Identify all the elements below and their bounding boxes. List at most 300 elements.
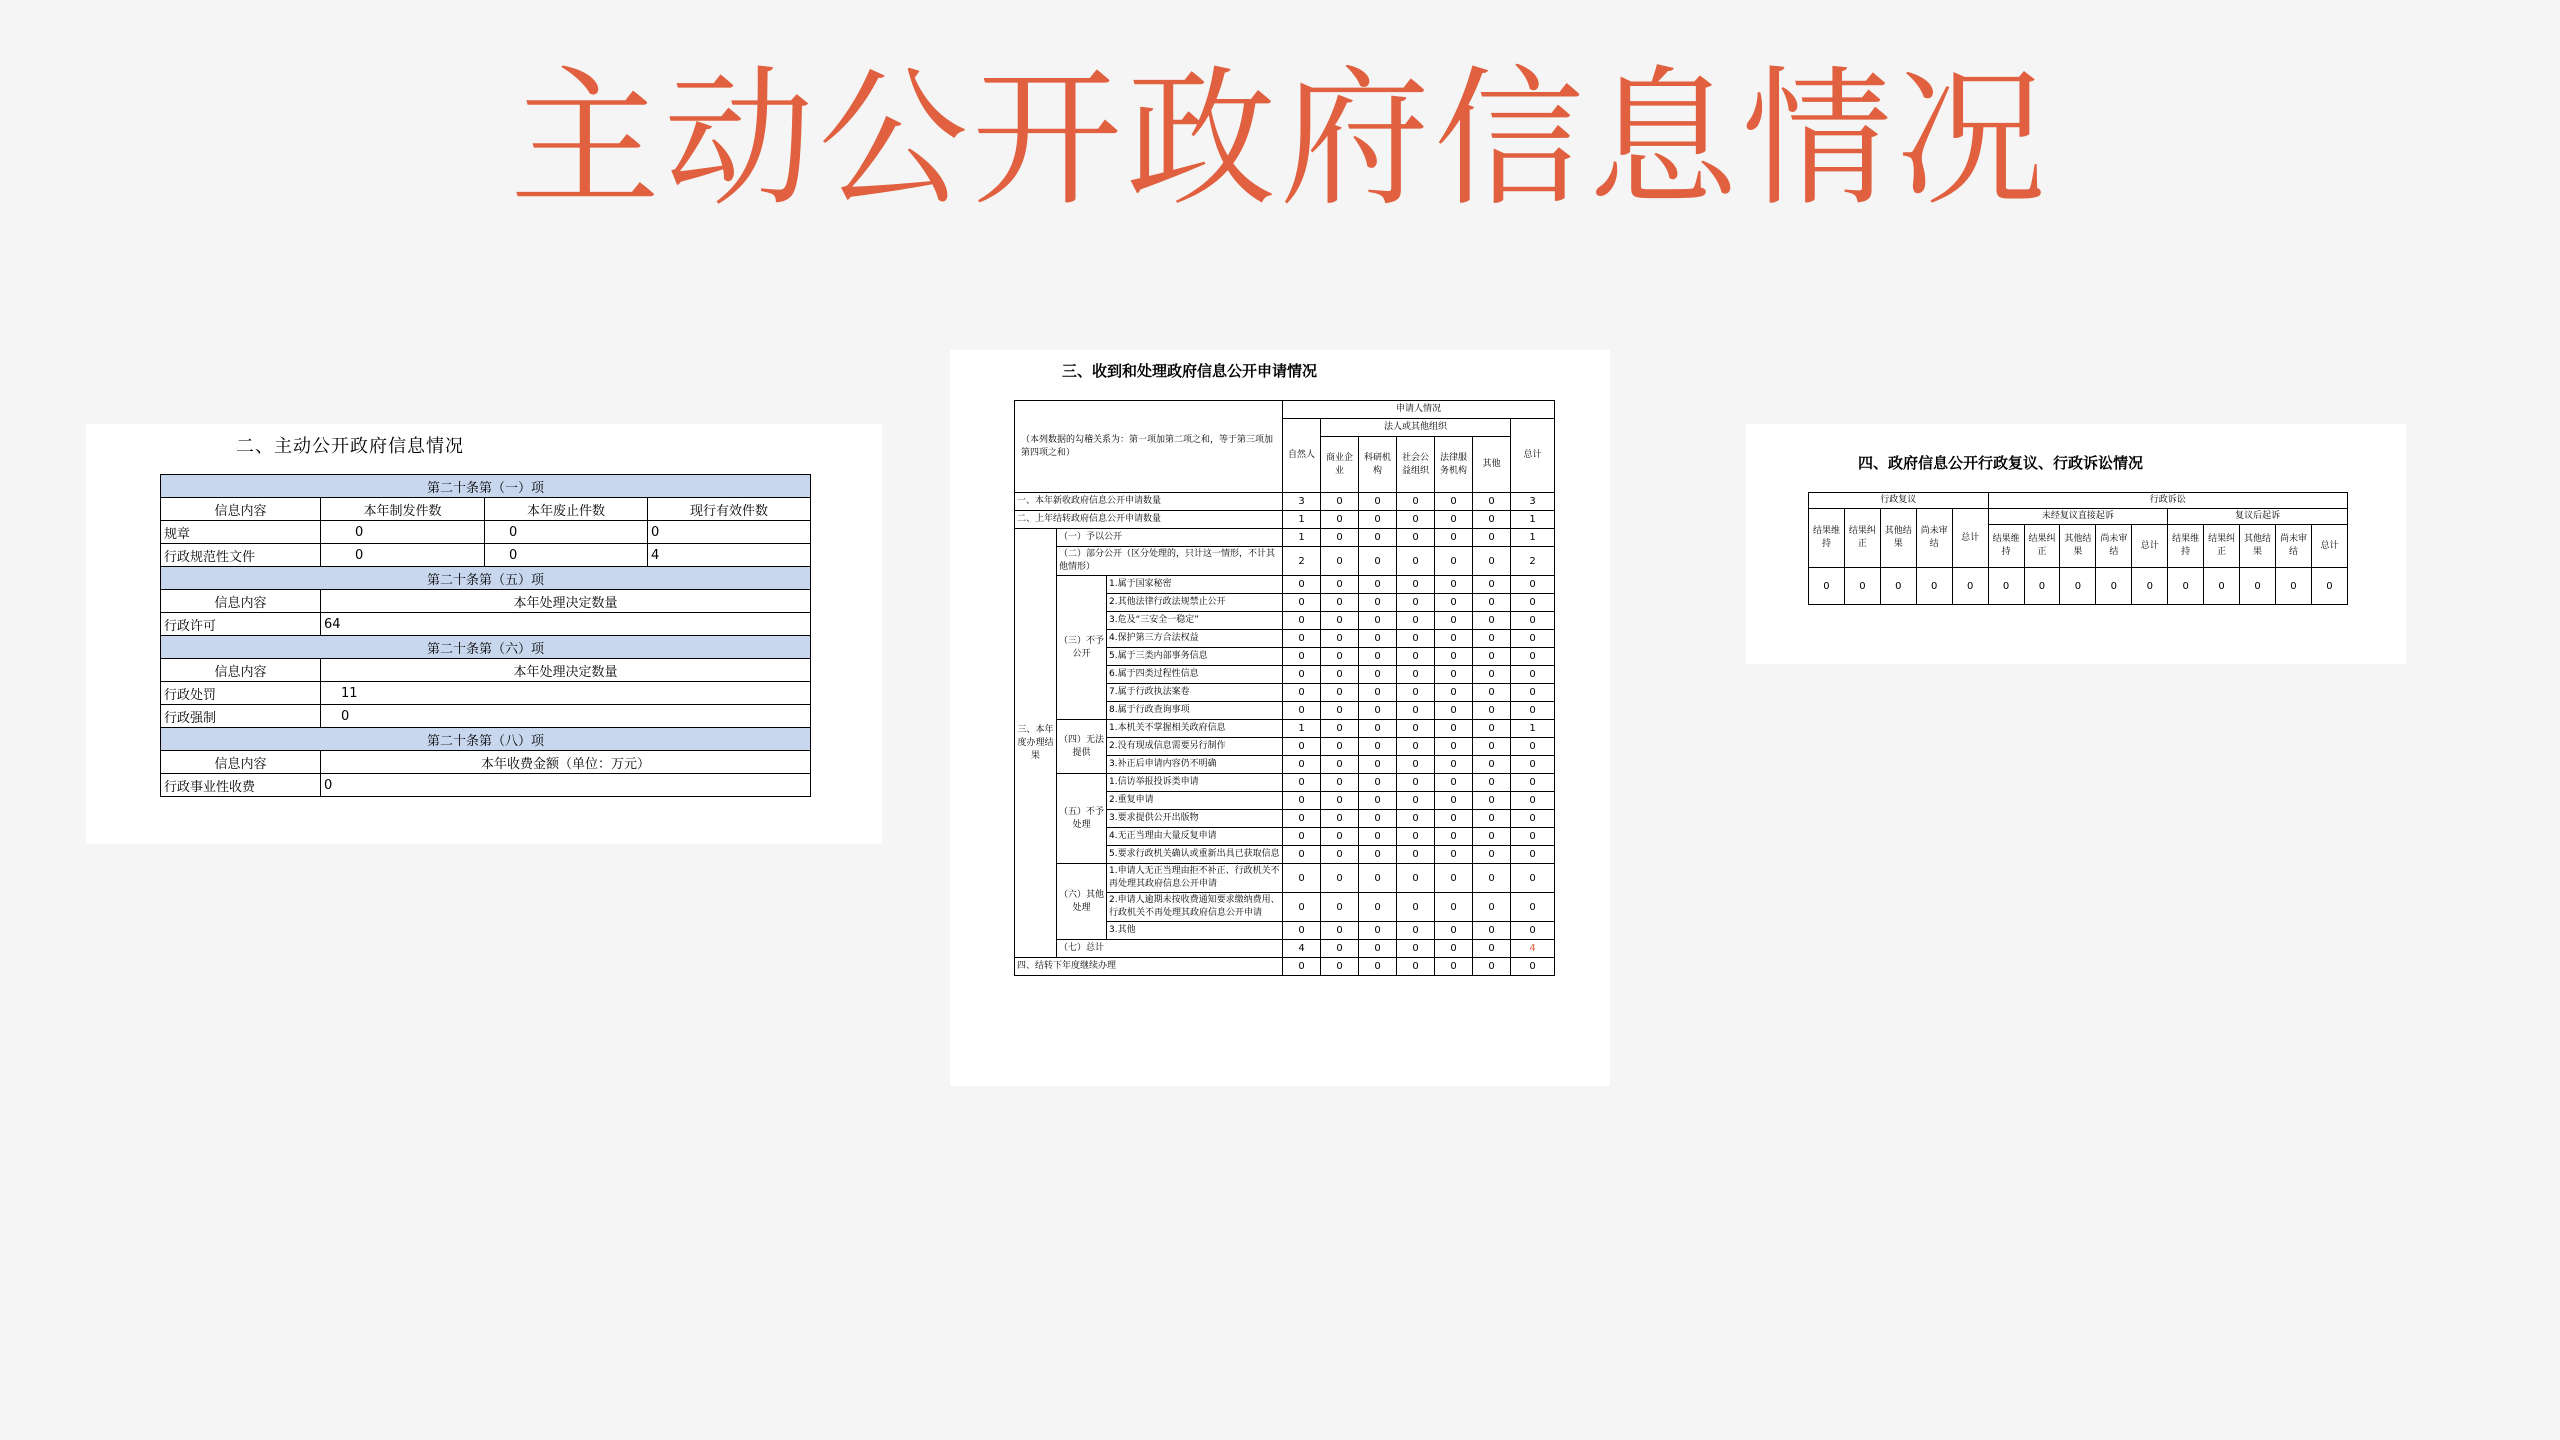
cell-value: 0	[1283, 756, 1321, 774]
cell-value: 0	[1321, 720, 1359, 738]
cell-value: 0	[1283, 864, 1321, 893]
section-header-row	[161, 567, 811, 590]
cell-value: 0	[1473, 720, 1511, 738]
cell-value: 0	[1359, 529, 1397, 547]
column-header: 尚未审结	[2096, 525, 2132, 568]
cell-value: 0	[1473, 630, 1511, 648]
cell-value: 0	[1359, 940, 1397, 958]
table-row	[161, 544, 811, 567]
cell-value: 4	[1511, 940, 1555, 958]
cell-value: 0	[1283, 612, 1321, 630]
cell-value: 0	[1435, 648, 1473, 666]
cell-value: 0	[1359, 958, 1397, 976]
cell-value: 0	[1435, 864, 1473, 893]
column-header-row	[161, 751, 811, 774]
cell-value: 1	[1283, 529, 1321, 547]
row-label: 1.信访举报投诉类申请	[1107, 774, 1283, 792]
cell-value: 0	[1321, 511, 1359, 529]
cell-value: 0	[2168, 568, 2204, 605]
cell-value: 0	[1435, 720, 1473, 738]
cell-value: 0	[1359, 738, 1397, 756]
cell-value: 0	[1283, 738, 1321, 756]
cell-value: 0	[1321, 864, 1359, 893]
cell-value: 0	[1435, 493, 1473, 511]
cell-value: 0	[1397, 810, 1435, 828]
row-label: 3.要求提供公开出版物	[1107, 810, 1283, 828]
cell-value: 0	[1473, 684, 1511, 702]
result-group-label: 三、本年度办理结果	[1015, 529, 1057, 958]
cell-value: 0	[1473, 738, 1511, 756]
section-header-row	[161, 728, 811, 751]
cell-value: 0	[1397, 648, 1435, 666]
section-title: 第二十条第（一）项	[161, 475, 811, 498]
cell-value: 0	[1473, 792, 1511, 810]
legal-entity-header: 法人或其他组织	[1321, 419, 1511, 437]
cell-value: 0	[1511, 666, 1555, 684]
column-header: 信息内容	[161, 659, 321, 682]
section-title: 第二十条第（八）项	[161, 728, 811, 751]
cell-value: 0	[1473, 547, 1511, 576]
cell-value: 0	[1435, 594, 1473, 612]
column-header-row	[161, 659, 811, 682]
cell-value: 0	[1321, 846, 1359, 864]
table-row	[1015, 720, 1555, 738]
cell-value: 0	[1283, 702, 1321, 720]
document-heading: 二、主动公开政府信息情况	[236, 436, 464, 457]
cell-value: 0	[2204, 568, 2240, 605]
review-litigation-table	[1808, 492, 2348, 605]
cell-value: 2	[1511, 547, 1555, 576]
cell-value: 0	[1397, 792, 1435, 810]
row-label: 6.属于四类过程性信息	[1107, 666, 1283, 684]
column-header: 结果纠正	[1844, 509, 1880, 568]
cell-value: 0	[1321, 493, 1359, 511]
cell-value: 0	[1473, 756, 1511, 774]
cell-value: 0	[1321, 893, 1359, 922]
cell-value: 0	[1435, 666, 1473, 684]
row-label: 行政处罚	[161, 682, 321, 705]
column-header: 其他结果	[1880, 509, 1916, 568]
cell-value: 0	[1473, 666, 1511, 684]
row-label: （二）部分公开（区分处理的，只计这一情形，不计其他情形）	[1057, 547, 1283, 576]
table-row	[1015, 511, 1555, 529]
column-header: 信息内容	[161, 751, 321, 774]
cell-value: 0	[1511, 738, 1555, 756]
total-header: 总计	[1511, 419, 1555, 493]
row-label: 行政事业性收费	[161, 774, 321, 797]
cell-value: 0	[1473, 612, 1511, 630]
cell-value: 0	[1397, 922, 1435, 940]
document-heading: 三、收到和处理政府信息公开申请情况	[1062, 362, 1318, 380]
cell-value: 0	[1321, 630, 1359, 648]
row-label: 规章	[161, 521, 321, 544]
application-handling-table	[1014, 400, 1555, 976]
cell-value: 0	[1321, 828, 1359, 846]
cell-value: 0	[1359, 576, 1397, 594]
column-header: 其他	[1473, 437, 1511, 493]
cell-value: 0	[321, 544, 485, 567]
cell-value: 0	[1397, 529, 1435, 547]
cell-value: 0	[485, 521, 648, 544]
cell-value: 0	[1435, 529, 1473, 547]
header-row	[1809, 509, 2348, 525]
table-row	[1015, 958, 1555, 976]
cell-value: 0	[1435, 940, 1473, 958]
document-heading: 四、政府信息公开行政复议、行政诉讼情况	[1858, 454, 2144, 472]
table-row	[1015, 547, 1555, 576]
cell-value: 0	[321, 774, 811, 797]
cell-value: 0	[1435, 810, 1473, 828]
cell-value: 0	[1844, 568, 1880, 605]
cell-value: 0	[1511, 958, 1555, 976]
cell-value: 0	[1473, 529, 1511, 547]
cell-value: 0	[1511, 864, 1555, 893]
cell-value: 0	[1397, 547, 1435, 576]
column-header: 科研机构	[1359, 437, 1397, 493]
cell-value: 0	[1435, 774, 1473, 792]
cell-value: 0	[1473, 702, 1511, 720]
cell-value: 0	[1435, 612, 1473, 630]
subgroup-label: （四）无法提供	[1057, 720, 1107, 774]
cell-value: 3	[1283, 493, 1321, 511]
row-label: 2.其他法律行政法规禁止公开	[1107, 594, 1283, 612]
cell-value: 0	[1359, 720, 1397, 738]
cell-value: 0	[1359, 864, 1397, 893]
admin-litigation-header: 行政诉讼	[1988, 493, 2347, 509]
active-disclosure-document	[86, 424, 882, 844]
cell-value: 1	[1283, 720, 1321, 738]
cell-value: 0	[1988, 568, 2024, 605]
cell-value: 0	[1435, 756, 1473, 774]
cell-value: 0	[1321, 756, 1359, 774]
cell-value: 0	[1321, 958, 1359, 976]
cell-value: 0	[1359, 493, 1397, 511]
column-header: 信息内容	[161, 590, 321, 613]
suit-after-review-header: 复议后起诉	[2168, 509, 2348, 525]
cell-value: 0	[1359, 547, 1397, 576]
cell-value: 0	[2132, 568, 2168, 605]
cell-value: 0	[1435, 958, 1473, 976]
row-label: 行政规范性文件	[161, 544, 321, 567]
cell-value: 0	[1359, 846, 1397, 864]
natural-person-header: 自然人	[1283, 419, 1321, 493]
column-header: 信息内容	[161, 498, 321, 521]
cell-value: 0	[321, 705, 811, 728]
row-label: 4.无正当理由大量反复申请	[1107, 828, 1283, 846]
column-header: 商业企业	[1321, 437, 1359, 493]
cell-value: 0	[1473, 958, 1511, 976]
cell-value: 0	[1283, 630, 1321, 648]
cell-value: 0	[1435, 547, 1473, 576]
section-title: 第二十条第（六）项	[161, 636, 811, 659]
cell-value: 0	[1321, 594, 1359, 612]
cell-value: 0	[1397, 756, 1435, 774]
cell-value: 0	[1359, 922, 1397, 940]
cell-value: 0	[1511, 792, 1555, 810]
cell-value: 0	[1809, 568, 1845, 605]
cell-value: 0	[2275, 568, 2311, 605]
cell-value: 2	[1283, 547, 1321, 576]
cell-value: 0	[1435, 511, 1473, 529]
cell-value: 0	[2240, 568, 2276, 605]
column-header: 结果维持	[1809, 509, 1845, 568]
cell-value: 0	[648, 521, 811, 544]
cell-value: 0	[1473, 810, 1511, 828]
cell-value: 0	[1435, 738, 1473, 756]
cell-value: 1	[1511, 529, 1555, 547]
cell-value: 0	[1397, 612, 1435, 630]
cell-value: 1	[1283, 511, 1321, 529]
column-header: 结果纠正	[2204, 525, 2240, 568]
cell-value: 0	[1359, 792, 1397, 810]
header-row	[1809, 493, 2348, 509]
row-label: 3.补正后申请内容仍不明确	[1107, 756, 1283, 774]
cell-value: 0	[1473, 922, 1511, 940]
cell-value: 0	[1283, 810, 1321, 828]
column-header: 结果纠正	[2024, 525, 2060, 568]
cell-value: 3	[1511, 493, 1555, 511]
cell-value: 0	[1473, 774, 1511, 792]
cell-value: 1	[1511, 511, 1555, 529]
row-label: 二、上年结转政府信息公开申请数量	[1015, 511, 1283, 529]
subgroup-label: （六）其他处理	[1057, 864, 1107, 940]
cell-value: 4	[1283, 940, 1321, 958]
cell-value: 0	[1511, 756, 1555, 774]
row-label: 行政强制	[161, 705, 321, 728]
row-label: 7.属于行政执法案卷	[1107, 684, 1283, 702]
cell-value: 0	[1321, 774, 1359, 792]
row-label: （一）予以公开	[1057, 529, 1283, 547]
column-header: 结果维持	[2168, 525, 2204, 568]
column-header: 总计	[2132, 525, 2168, 568]
cell-value: 0	[1321, 738, 1359, 756]
cell-value: 0	[2311, 568, 2347, 605]
cell-value: 0	[1397, 702, 1435, 720]
cell-value: 0	[1397, 738, 1435, 756]
cell-value: 0	[1473, 846, 1511, 864]
cell-value: 0	[1397, 893, 1435, 922]
cell-value: 0	[1283, 774, 1321, 792]
cell-value: 0	[1283, 828, 1321, 846]
section-header-row	[161, 475, 811, 498]
cell-value: 0	[2060, 568, 2096, 605]
column-header: 结果维持	[1988, 525, 2024, 568]
active-disclosure-table	[160, 474, 811, 797]
column-header: 尚未审结	[2275, 525, 2311, 568]
cell-value: 0	[1283, 666, 1321, 684]
cell-value: 0	[485, 544, 648, 567]
cell-value: 0	[1359, 702, 1397, 720]
cell-value: 0	[1435, 922, 1473, 940]
row-label: 5.要求行政机关确认或重新出具已获取信息	[1107, 846, 1283, 864]
cell-value: 0	[1283, 846, 1321, 864]
cell-value: 0	[1397, 958, 1435, 976]
cell-value: 0	[1952, 568, 1988, 605]
cell-value: 0	[1397, 576, 1435, 594]
column-header: 本年处理决定数量	[321, 659, 811, 682]
cell-value: 0	[1511, 576, 1555, 594]
application-handling-document	[950, 350, 1610, 1086]
column-header: 本年处理决定数量	[321, 590, 811, 613]
cell-value: 0	[1473, 893, 1511, 922]
cell-value: 0	[1397, 828, 1435, 846]
column-header: 现行有效件数	[648, 498, 811, 521]
cell-value: 0	[1283, 922, 1321, 940]
cell-value: 0	[1435, 893, 1473, 922]
cell-value: 0	[1397, 720, 1435, 738]
cell-value: 0	[1397, 630, 1435, 648]
cell-value: 0	[1283, 684, 1321, 702]
cell-value: 0	[1359, 594, 1397, 612]
subgroup-label: （三）不予公开	[1057, 576, 1107, 720]
cell-value: 0	[1397, 511, 1435, 529]
cell-value: 0	[1359, 684, 1397, 702]
cell-value: 0	[1435, 792, 1473, 810]
cell-value: 0	[1321, 576, 1359, 594]
row-label: 8.属于行政查询事项	[1107, 702, 1283, 720]
cell-value: 0	[1321, 810, 1359, 828]
cell-value: 0	[1359, 893, 1397, 922]
cell-value: 0	[1435, 846, 1473, 864]
row-label: 2.没有现成信息需要另行制作	[1107, 738, 1283, 756]
cell-value: 0	[1359, 630, 1397, 648]
cell-value: 0	[1473, 511, 1511, 529]
cell-value: 0	[1435, 828, 1473, 846]
cell-value: 0	[1397, 684, 1435, 702]
cell-value: 0	[1435, 684, 1473, 702]
review-litigation-document	[1746, 424, 2406, 664]
cell-value: 0	[1397, 493, 1435, 511]
cell-value: 0	[1511, 702, 1555, 720]
cell-value: 0	[1321, 684, 1359, 702]
cell-value: 0	[1283, 648, 1321, 666]
cell-value: 0	[1511, 828, 1555, 846]
cell-value: 11	[321, 682, 811, 705]
cell-value: 0	[1321, 666, 1359, 684]
table-row	[1015, 940, 1555, 958]
direct-suit-header: 未经复议直接起诉	[1988, 509, 2168, 525]
table-row	[161, 521, 811, 544]
cell-value: 0	[1397, 774, 1435, 792]
cell-value: 0	[1359, 666, 1397, 684]
cell-value: 0	[1359, 756, 1397, 774]
cell-value: 0	[1511, 893, 1555, 922]
cell-value: 0	[1435, 630, 1473, 648]
column-header: 法律服务机构	[1435, 437, 1473, 493]
row-label: （七）总计	[1057, 940, 1283, 958]
row-label: 一、本年新收政府信息公开申请数量	[1015, 493, 1283, 511]
cell-value: 0	[1359, 828, 1397, 846]
row-label: 2.重复申请	[1107, 792, 1283, 810]
row-label: 1.本机关不掌握相关政府信息	[1107, 720, 1283, 738]
row-label: 1.属于国家秘密	[1107, 576, 1283, 594]
column-header-row	[161, 498, 811, 521]
row-label: 四、结转下年度继续办理	[1015, 958, 1283, 976]
column-header: 社会公益组织	[1397, 437, 1435, 493]
cell-value: 0	[1397, 940, 1435, 958]
cell-value: 64	[321, 613, 811, 636]
table-row	[1015, 774, 1555, 792]
header-row	[1015, 401, 1555, 419]
applicant-header: 申请人情况	[1283, 401, 1555, 419]
cell-value: 0	[1397, 846, 1435, 864]
cell-value: 0	[321, 521, 485, 544]
table-row	[1015, 576, 1555, 594]
cell-value: 0	[1283, 576, 1321, 594]
cell-value: 0	[1321, 529, 1359, 547]
cell-value: 0	[1283, 958, 1321, 976]
column-header: 其他结果	[2240, 525, 2276, 568]
cell-value: 0	[1880, 568, 1916, 605]
table-row	[1015, 529, 1555, 547]
cell-value: 0	[1321, 612, 1359, 630]
table-row	[1015, 864, 1555, 893]
cell-value: 0	[1511, 630, 1555, 648]
cell-value: 0	[1511, 774, 1555, 792]
section-title: 第二十条第（五）项	[161, 567, 811, 590]
slide-title: 主动公开政府信息情况	[509, 53, 2050, 227]
row-label: 1.申请人无正当理由拒不补正、行政机关不再处理其政府信息公开申请	[1107, 864, 1283, 893]
subgroup-label: （五）不予处理	[1057, 774, 1107, 864]
cell-value: 0	[1511, 846, 1555, 864]
cell-value: 0	[1397, 666, 1435, 684]
column-header: 其他结果	[2060, 525, 2096, 568]
cell-value: 0	[1321, 792, 1359, 810]
cell-value: 0	[1473, 576, 1511, 594]
row-label: 3.其他	[1107, 922, 1283, 940]
cell-value: 0	[1473, 594, 1511, 612]
table-row	[161, 705, 811, 728]
cell-value: 0	[1473, 828, 1511, 846]
cell-value: 0	[1359, 774, 1397, 792]
cell-value: 0	[1511, 612, 1555, 630]
cell-value: 0	[1511, 810, 1555, 828]
cell-value: 0	[1283, 893, 1321, 922]
row-label: 3.危及“三安全一稳定”	[1107, 612, 1283, 630]
cell-value: 0	[1359, 648, 1397, 666]
section-header-row	[161, 636, 811, 659]
cell-value: 0	[1321, 547, 1359, 576]
cell-value: 0	[1359, 511, 1397, 529]
cell-value: 0	[1321, 648, 1359, 666]
column-header-row	[161, 590, 811, 613]
column-header: 本年收费金额（单位：万元）	[321, 751, 811, 774]
cell-value: 0	[1283, 594, 1321, 612]
cell-value: 0	[1321, 702, 1359, 720]
column-header: 总计	[2311, 525, 2347, 568]
cell-value: 0	[1511, 594, 1555, 612]
cell-value: 0	[2024, 568, 2060, 605]
cell-value: 0	[1511, 648, 1555, 666]
cell-value: 0	[1397, 864, 1435, 893]
cell-value: 0	[1473, 493, 1511, 511]
cell-value: 0	[1359, 810, 1397, 828]
table-row	[1809, 568, 2348, 605]
admin-review-header: 行政复议	[1809, 493, 1989, 509]
cell-value: 0	[1435, 576, 1473, 594]
cell-value: 0	[1435, 702, 1473, 720]
cell-value: 0	[1359, 612, 1397, 630]
cell-value: 0	[1473, 940, 1511, 958]
row-label: 2.申请人逾期未按收费通知要求缴纳费用、行政机关不再处理其政府信息公开申请	[1107, 893, 1283, 922]
cell-value: 0	[1283, 792, 1321, 810]
cell-value: 4	[648, 544, 811, 567]
cell-value: 0	[1916, 568, 1952, 605]
row-label: 4.保护第三方合法权益	[1107, 630, 1283, 648]
table-row	[161, 774, 811, 797]
cell-value: 0	[1511, 922, 1555, 940]
cell-value: 0	[1473, 864, 1511, 893]
